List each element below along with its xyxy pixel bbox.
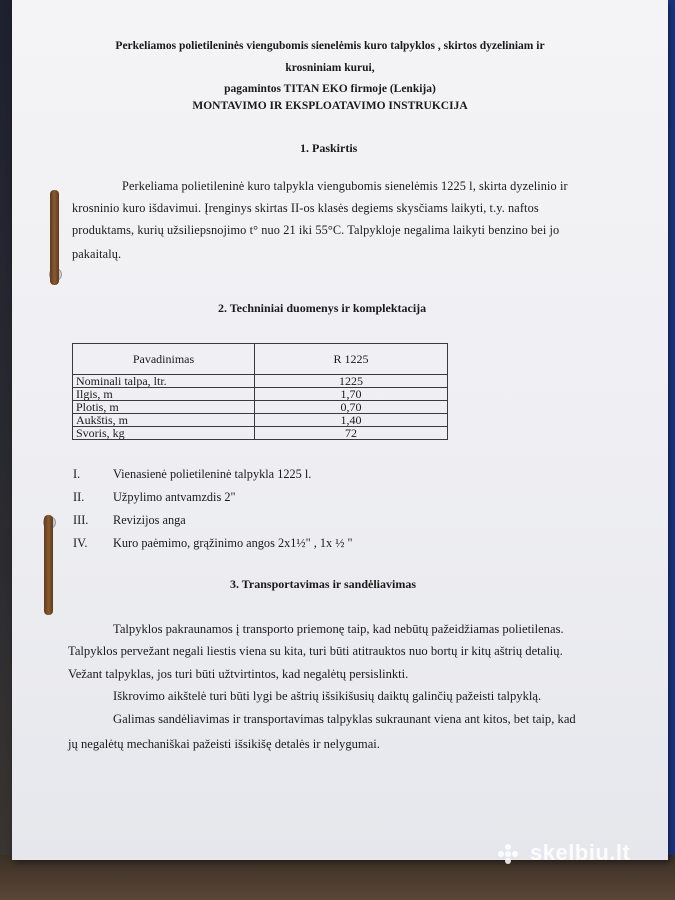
- paragraph-line: Vežant talpyklas, jos turi būti užtvirtintos, kad negalėtų persislinkti.: [68, 667, 409, 681]
- document-title-line-4: MONTAVIMO IR EKSPLOATAVIMO INSTRUKCIJA: [192, 100, 468, 112]
- specifications-table: [72, 343, 448, 440]
- list-number: II.: [73, 490, 85, 504]
- list-number: III.: [73, 513, 89, 527]
- section-heading-transport: 3. Transportavimas ir sandėliavimas: [230, 577, 417, 591]
- column-header-name: Pavadinimas: [73, 344, 255, 375]
- table-cell: 1,40: [255, 414, 448, 427]
- column-header-model: R 1225: [255, 344, 448, 375]
- paragraph-line: Iškrovimo aikštelė turi būti lygi be aštrių išsikišusių daiktų galinčių pažeisti talpyklą.: [113, 689, 542, 703]
- paragraph-line: Galimas sandėliavimas ir transportavimas talpyklas sukraunant viena ant kitos, bet taip, kad: [113, 712, 576, 726]
- table-row: [73, 375, 448, 388]
- watermark-logo-icon: [498, 844, 524, 864]
- list-label: Užpylimo antvamzdis 2": [113, 490, 236, 504]
- document-title-line-2: krosniniam kurui,: [285, 62, 375, 74]
- list-label: Vienasienė polietileninė talpykla 1225 l.: [113, 467, 312, 481]
- table-row: [73, 388, 448, 401]
- paragraph-line: Talpyklos pakraunamos į transporto priemonę taip, kad nebūtų pažeidžiamas polietilenas.: [113, 622, 564, 636]
- paragraph-line: Talpyklos pervežant negali liestis viena su kita, turi būti atitrauktos nuo bortų ir kitų aštrių detalių.: [68, 644, 563, 658]
- paragraph-line: krosninio kuro išdavimui. Įrenginys skirtas II-os klasės degiems skysčiams laikyti, t.y. naftos: [72, 201, 539, 215]
- table-cell: 0,70: [255, 401, 448, 414]
- table-cell: Plotis, m: [73, 401, 255, 414]
- site-watermark: [498, 840, 630, 866]
- table-row: [73, 401, 448, 414]
- paragraph-line: Perkeliama polietileninė kuro talpykla viengubomis sienelėmis 1225 l, skirta dyzelinio ir: [122, 179, 568, 193]
- binder-fastener: [44, 515, 53, 615]
- table-cell: Nominali talpa, ltr.: [73, 375, 255, 388]
- table-cell: Svoris, kg: [73, 427, 255, 440]
- table-cell: 1,70: [255, 388, 448, 401]
- table-cell: 72: [255, 427, 448, 440]
- table-cell: Ilgis, m: [73, 388, 255, 401]
- watermark-text: skelbiu.lt: [530, 840, 631, 865]
- table-cell: Aukštis, m: [73, 414, 255, 427]
- section-heading-purpose: 1. Paskirtis: [300, 141, 358, 155]
- table-cell: 1225: [255, 375, 448, 388]
- binder-fastener: [50, 190, 59, 285]
- paragraph-line: produktams, kurių užsiliepsnojimo t° nuo 21 iki 55°C. Talpykloje negalima laikyti benzino bei jo: [72, 223, 560, 237]
- list-label: Revizijos anga: [113, 513, 186, 527]
- table-row: [73, 414, 448, 427]
- list-label: Kuro paėmimo, grąžinimo angos 2x1½" , 1x ½ ": [113, 536, 353, 550]
- list-number: I.: [73, 467, 81, 481]
- list-number: IV.: [73, 536, 88, 550]
- paragraph-line: pakaitalų.: [72, 247, 122, 261]
- document-title-line-3: pagamintos TITAN EKO firmoje (Lenkija): [224, 83, 436, 95]
- table-row: [73, 427, 448, 440]
- table-header-row: [73, 344, 448, 375]
- document-title-line-1: Perkeliamos polietileninės viengubomis sienelėmis kuro talpyklos , skirtos dyzeliniam ir: [115, 40, 545, 52]
- paragraph-line: jų negalėtų mechaniškai pažeisti išsikišę detalės ir nelygumai.: [68, 737, 380, 751]
- section-heading-technical-data: 2. Techniniai duomenys ir komplektacija: [218, 301, 427, 315]
